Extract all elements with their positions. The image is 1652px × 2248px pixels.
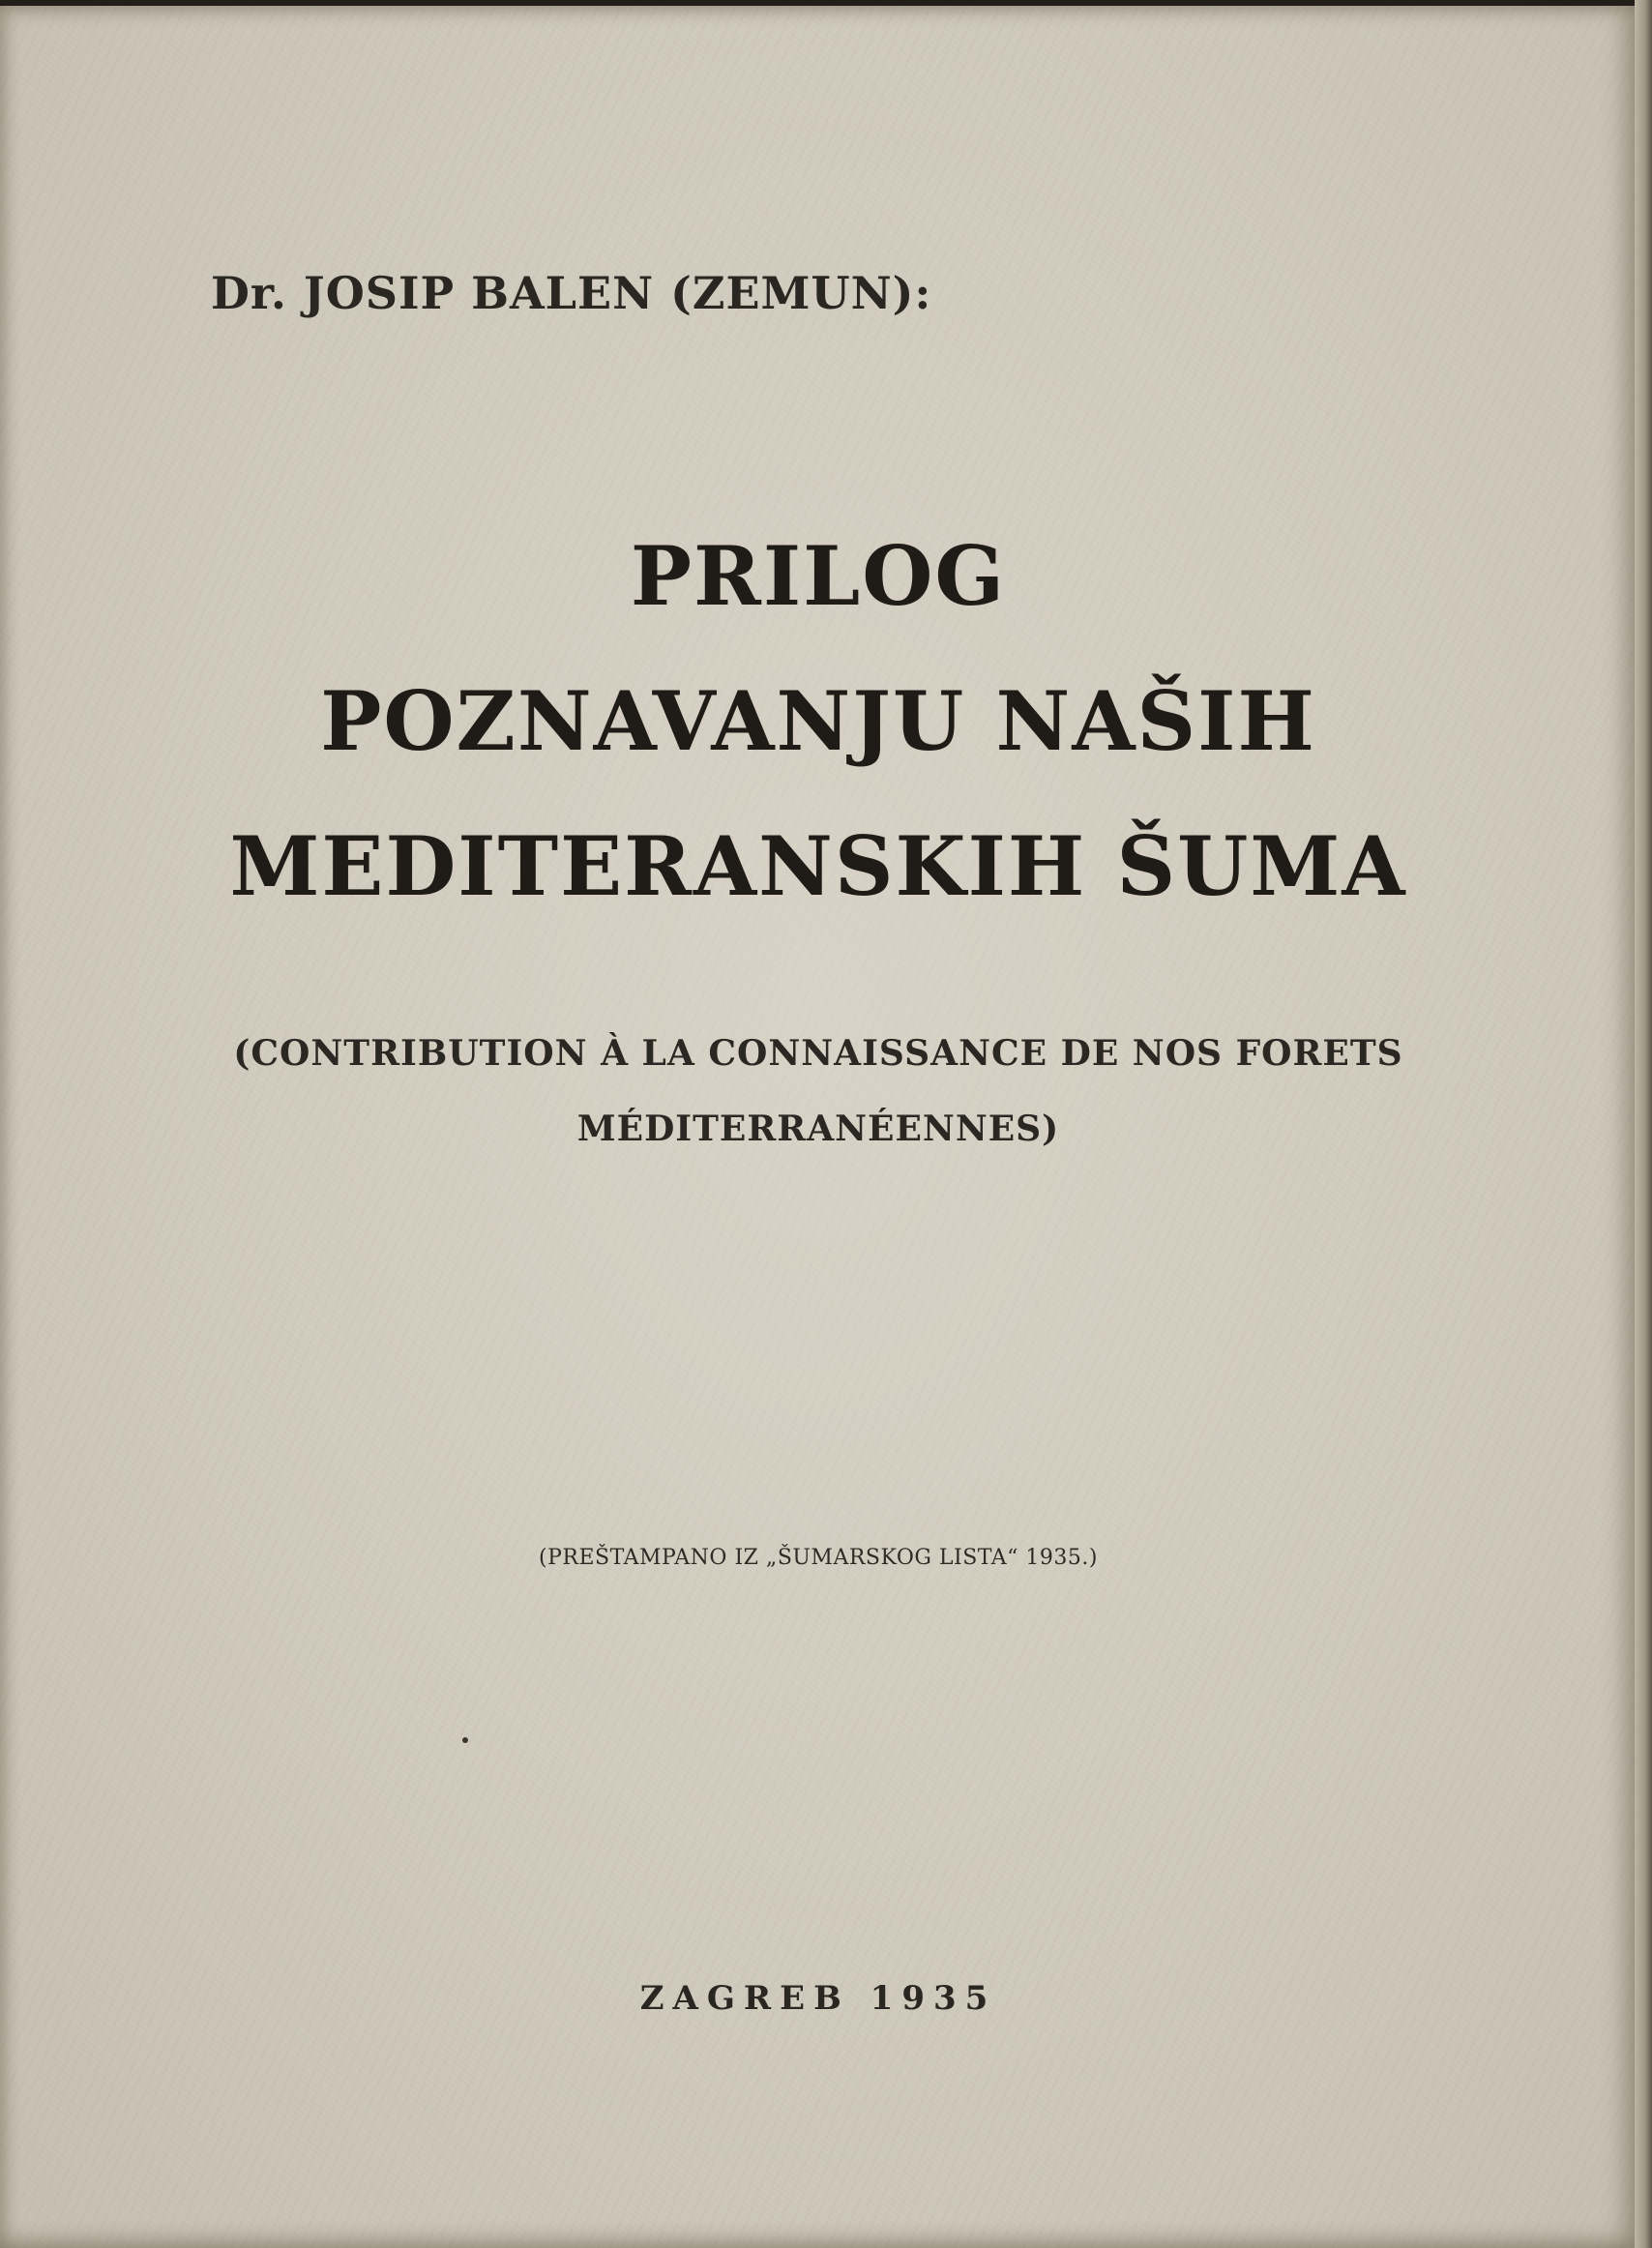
imprint-place-year: ZAGREB 1935: [639, 1979, 997, 2018]
reprint-note: (PREŠTAMPANO IZ „ŠUMARSKOG LISTA“ 1935.): [539, 1546, 1098, 1570]
title-line-2: POZNAVANJU NAŠIH: [320, 673, 1316, 769]
title-line-1: PRILOG: [630, 528, 1007, 624]
document-cover: [0, 6, 1637, 2248]
author-line: Dr. JOSIP BALEN (ZEMUN):: [211, 267, 932, 319]
paper-speck: [462, 1737, 468, 1743]
subtitle-line-1: (CONTRIBUTION À LA CONNAISSANCE DE NOS FORETS: [233, 1033, 1403, 1074]
subtitle-line-2: MÉDITERRANÉENNES): [576, 1109, 1060, 1149]
title-line-3: MEDITERANSKIH ŠUMA: [229, 818, 1407, 914]
page-edge-shadow: [1635, 0, 1652, 2248]
